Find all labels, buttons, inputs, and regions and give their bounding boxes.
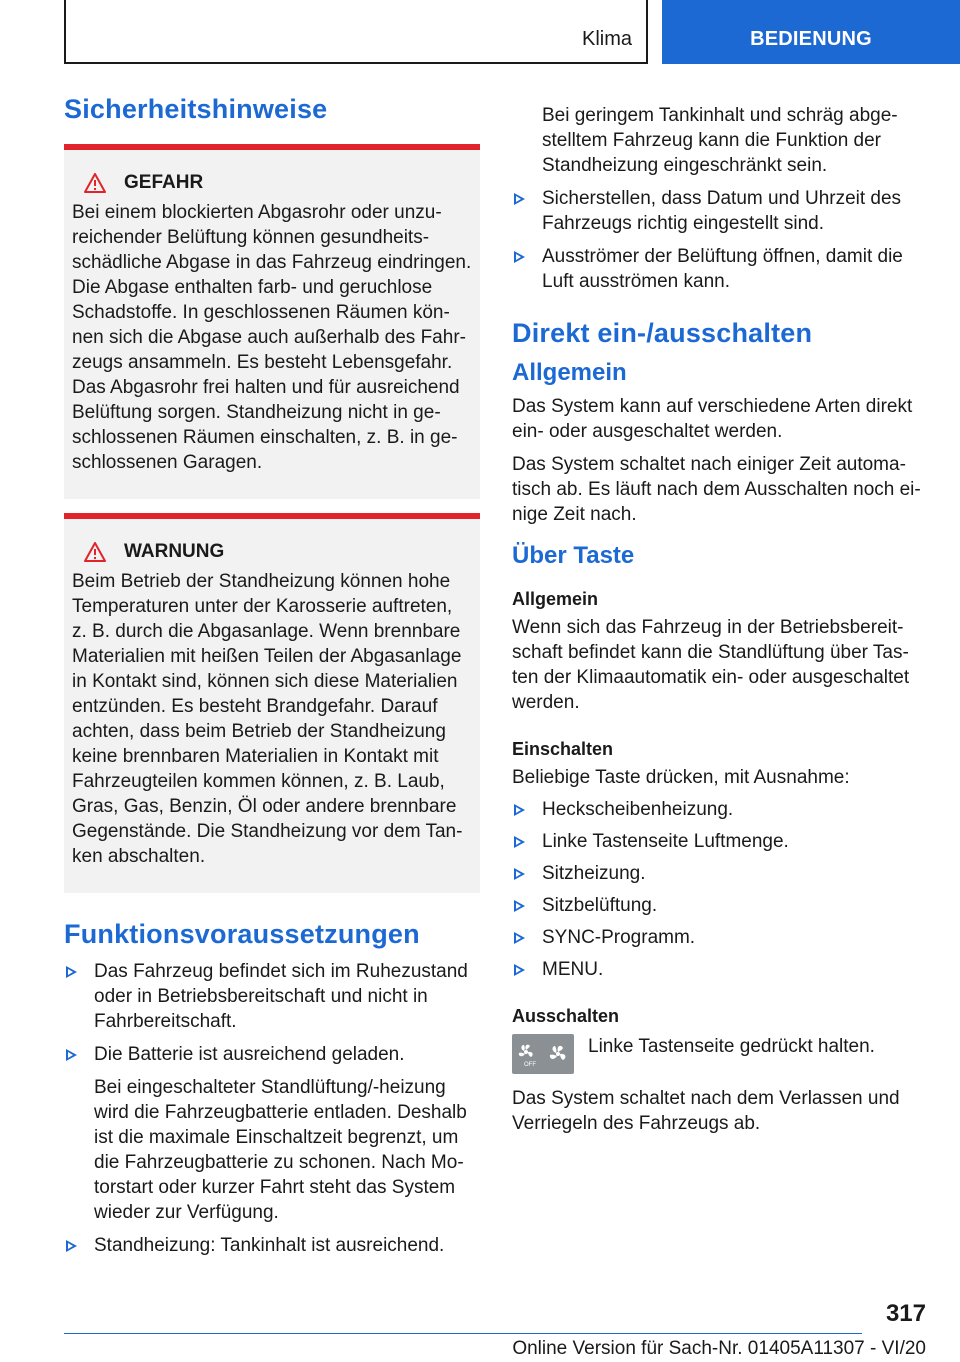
left-column <box>64 92 480 1258</box>
bullet-triangle-icon <box>66 1042 80 1067</box>
list-item: Ausströmer der Belüftung öffnen, damit die Luft ausströmen kann. <box>512 244 928 294</box>
svg-text:OFF: OFF <box>524 1062 536 1067</box>
fan-off-icon <box>516 1041 540 1067</box>
prerequisites-list-cont <box>64 1233 480 1258</box>
footer-online-version: Online Version für Sach-Nr. 01405A11307 - VI/20 <box>512 1338 926 1359</box>
danger-label: GEFAHR <box>124 172 204 193</box>
list-item: Sicherstellen, dass Datum und Uhrzeit des Fahrzeugs richtig eingestellt sind. <box>512 186 928 236</box>
general-paragraph-1: Das System kann auf verschiedene Arten direkt ein- oder ausgeschaltet werden. <box>512 396 913 442</box>
general-paragraph-2: Das System schaltet nach einiger Zeit automa-tisch ab. Es läuft nach dem Ausschalten noch ei-nige Zeit nach. <box>512 454 921 525</box>
bullet-triangle-icon <box>514 925 528 950</box>
direct-switch-heading: Direkt ein-/ausschalten <box>512 318 813 348</box>
warning-label: WARNUNG <box>124 541 225 562</box>
chapter-title: Klima <box>581 28 632 50</box>
button-general-text: Wenn sich das Fahrzeug in der Betriebsbereit-schaft befindet kann die Standlüftung über Tas-ten der Klimaautomatik ein- oder ausgeschaltet werden. <box>512 617 910 713</box>
list-item: Das Fahrzeug befindet sich im Ruhezustand oder in Betriebsbereitschaft und nicht in Fahrbereitschaft. <box>64 959 480 1034</box>
tank-note: Bei geringem Tankinhalt und schräg abge-stelltem Fahrzeug kann die Funktion der Standheizung eingeschränkt sein. <box>542 105 898 176</box>
footer-divider <box>64 1333 862 1334</box>
bullet-triangle-icon <box>514 186 528 211</box>
final-note: Das System schaltet nach dem Verlassen und Verriegeln des Fahrzeugs ab. <box>512 1088 900 1134</box>
switch-on-text: Beliebige Taste drücken, mit Ausnahme: <box>512 767 850 788</box>
bullet-triangle-icon <box>514 244 528 269</box>
danger-box <box>64 144 480 499</box>
general-heading: Allgemein <box>512 359 627 386</box>
bullet-triangle-icon <box>66 1233 80 1258</box>
danger-text: Bei einem blockierten Abgasrohr oder unzu-reichender Belüftung können gesundheits-schädliche Abgase in das Fahrzeug eindringen. Die Abgase enthalten farb- und geruchlose Schadstoffe. In geschlossenen Räumen kön-nen sich die Abgase auch außerhalb des Fahr-zeugs ansammeln. Es besteht Lebensgefahr. Das Abgasrohr frei halten und für ausreichend Belüftung sorgen. Standheizung nicht in ge-schlossenen Räumen einschalten, z. B. in ge-schlossenen Garagen. <box>72 202 472 473</box>
prerequisites-list <box>64 959 480 1067</box>
warning-triangle-icon <box>84 173 106 193</box>
bullet-triangle-icon <box>514 893 528 918</box>
button-general-heading: Allgemein <box>512 589 599 609</box>
warning-text: Beim Betrieb der Standheizung können hohe Temperaturen unter der Karosserie auftreten, z. B. durch die Abgasanlage. Wenn brennbare Materialien mit heißen Teilen der Abgasanlage in Kontakt sind, können sich diese Materialien entzünden. Es besteht Brandgefahr. Darauf achten, dass beim Betrieb der Standheizung keine brennbaren Materialien in Kontakt mit Fahrzeugteilen kommen können, z. B. Laub, Gras, Gas, Benzin, Öl oder andere brennbare Gegenstände. Die Standheizung vor dem Tan-ken abschalten. <box>72 571 463 867</box>
right-column <box>512 103 928 1136</box>
list-item: Linke Tastenseite Luftmenge. <box>512 829 928 854</box>
warning-box <box>64 513 480 893</box>
setup-list <box>512 186 928 294</box>
switch-off-text: Linke Tastenseite gedrückt halten. <box>588 1036 875 1057</box>
page-number: 317 <box>885 1300 926 1327</box>
switch-off-row <box>512 1034 928 1074</box>
button-heading: Über Taste <box>512 542 635 569</box>
section-tab-label: BEDIENUNG <box>750 28 872 50</box>
header-chapter-box <box>64 0 648 64</box>
fan-off-button-image <box>512 1034 574 1074</box>
switch-on-heading: Einschalten <box>512 739 614 759</box>
list-item: Sitzheizung. <box>512 861 928 886</box>
switch-off-heading: Ausschalten <box>512 1006 620 1026</box>
list-item: Heckscheibenheizung. <box>512 797 928 822</box>
battery-note: Bei eingeschalteter Standlüftung/-heizung wird die Fahrzeugbatterie entladen. Deshalb ist die maximale Einschaltzeit begrenzt, um die Fahrzeugbatterie zu schonen. Nach Mo-torstart oder kurzer Fahrt steht das System wieder zur Verfügung. <box>94 1077 467 1223</box>
list-item: Sitzbelüftung. <box>512 893 928 918</box>
exceptions-list <box>512 797 928 982</box>
list-item: Die Batterie ist ausreichend geladen. <box>64 1042 480 1067</box>
bullet-triangle-icon <box>514 797 528 822</box>
list-item: SYNC-Programm. <box>512 925 928 950</box>
fan-icon <box>546 1042 570 1066</box>
bullet-triangle-icon <box>514 957 528 982</box>
list-item: MENU. <box>512 957 928 982</box>
safety-heading: Sicherheitshinweise <box>64 94 328 124</box>
bullet-triangle-icon <box>66 959 80 984</box>
bullet-triangle-icon <box>514 861 528 886</box>
bullet-triangle-icon <box>514 829 528 854</box>
section-tab <box>662 0 960 64</box>
warning-triangle-icon <box>84 542 106 562</box>
list-item: Standheizung: Tankinhalt ist ausreichend. <box>64 1233 480 1258</box>
prerequisites-heading: Funktionsvoraussetzungen <box>64 919 420 949</box>
